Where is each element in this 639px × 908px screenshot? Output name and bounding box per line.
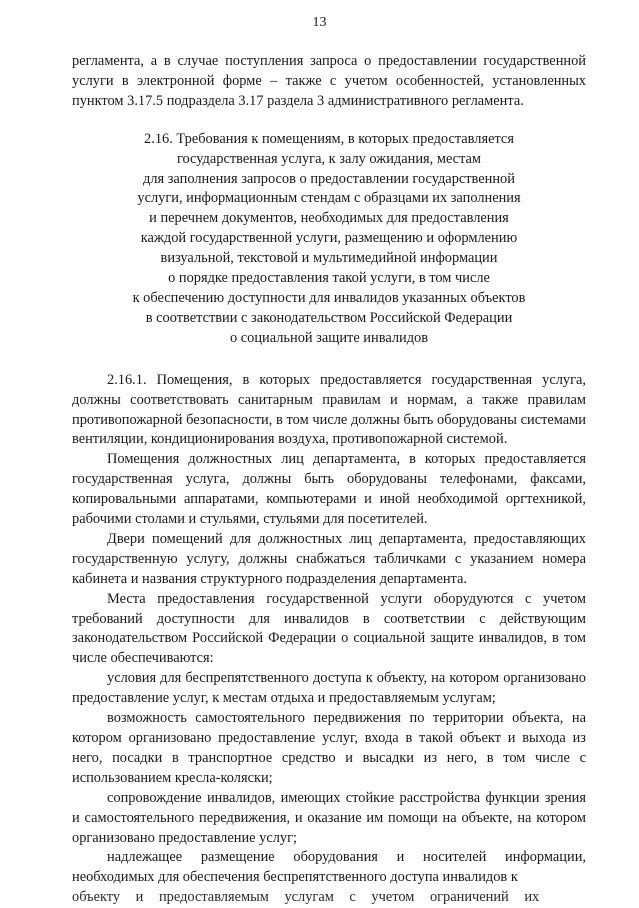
- heading-line: каждой государственной услуги, размещению и оформлению: [140, 230, 518, 247]
- body-paragraph: Двери помещений для должностных лиц департамента, предоставляющих государственную услугу, должны снабжаться табличками с указанием номера кабинета и названия структурного подразделения департамента.: [72, 530, 586, 587]
- heading-line: и перечнем документов, необходимых для предоставления: [149, 210, 509, 227]
- heading-line: для заполнения запросов о предоставлении государственной: [143, 170, 515, 187]
- heading-line: услуги, информационным стендам с образцами их заполнения: [137, 190, 521, 207]
- cutoff-line: объекту и предоставляемым услугам с учетом ограничений их: [72, 889, 540, 906]
- document-content: [72, 52, 586, 908]
- body-paragraph: надлежащее размещение оборудования и носителей информации, необходимых для обеспечения беспрепятственного доступа инвалидов к: [72, 849, 586, 886]
- heading-line: о порядке предоставления такой услуги, в том числе: [168, 270, 490, 287]
- body-paragraph: Помещения должностных лиц департамента, в которых предоставляется государственная услуга, должны быть оборудованы телефонами, факсами, копировальными аппаратами, компьютерами и иной необходимой оргтехникой, рабочими столами и стульями, стульями для посетителей.: [72, 451, 586, 528]
- body-paragraph: возможность самостоятельного передвижения по территории объекта, на котором организовано предоставление услуг, входа в такой объект и выхода из него, посадки в транспортное средство и высадки из него, в том числе с использованием кресла-коляски;: [72, 710, 586, 786]
- section-heading: [72, 130, 586, 349]
- heading-line: визуальной, текстовой и мультимедийной информации: [160, 250, 498, 267]
- body-paragraph: 2.16.1. Помещения, в которых предоставляется государственная услуга, должны соответствовать санитарным правилам и нормам, а также правилам противопожарной безопасности, в том числе должны быть оборудованы системами вентиляции, кондиционирования воздуха, противопожарной системой.: [72, 371, 586, 448]
- heading-line: в соответствии с законодательством Российской Федерации: [145, 309, 513, 326]
- body-paragraph: сопровождение инвалидов, имеющих стойкие расстройства функции зрения и самостоятельного передвижения, и оказание им помощи на объекте, на котором организовано предоставление услуг;: [72, 789, 586, 846]
- heading-line: 2.16. Требования к помещениям, в которых предоставляется: [144, 130, 514, 147]
- body-paragraph: Места предоставления государственной услуги оборудуются с учетом требований доступности для инвалидов в соответствии с действующим законодательством Российской Федерации о социальной защите инвалидов, в том числе обеспечиваются:: [72, 590, 586, 667]
- body-paragraph: условия для беспрепятственного доступа к объекту, на котором организовано предоставление услуг, к местам отдыха и предоставляемым услугам;: [72, 670, 586, 707]
- page-number: 13: [312, 15, 327, 30]
- heading-line: к обеспечению доступности для инвалидов указанных объектов: [132, 289, 526, 306]
- intro-paragraph: регламента, а в случае поступления запроса о предоставлении государственной услуги в электронной форме – также с учетом особенностей, установленных пунктом 3.17.5 подраздела 3.17 раздела 3 административного регламента.: [72, 53, 586, 109]
- heading-line: государственная услуга, к залу ожидания, местам: [176, 150, 482, 167]
- heading-line: о социальной защите инвалидов: [229, 329, 429, 346]
